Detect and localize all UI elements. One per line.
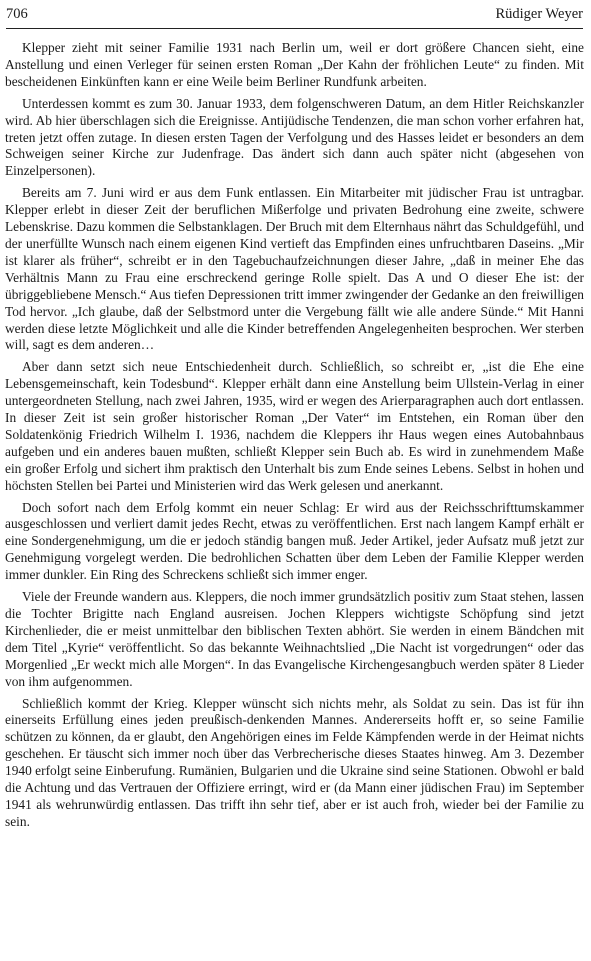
paragraph: Bereits am 7. Juni wird er aus dem Funk entlassen. Ein Mitarbeiter mit jüdischer Frau ist untragbar. Klepper erlebt in dieser Zeit der beruflichen Mißerfolge und privaten Bedrohung eine zweite, schwere Lebenskrise. Dazu kommen die Selbstanklagen. Der Bruch mit dem Elternhaus nährt das Schuldgefühl, und der unerfüllte Wunsch nach einem eigenen Kind vertieft das Empfinden eines unfruchtbaren Daseins. „Mir ist klarer als früher“, schreibt er in den Tagebuchaufzeichnungen dieser Jahre, „daß in meiner Ehe das Verhältnis Mann zu Frau eine erschreckend geringe Rolle spielt. Das A und O dieser Ehe ist: der übriggebliebene Mensch.“ Aus tiefen Depressionen tritt immer zwingender der Gedanke an den freiwilligen Tod hervor. „Ich glaube, daß der Selbstmord unter die Vergebung fällt wie alle andere Sünde.“ Mit Hanni werden diese letzte Möglichkeit und alle die Kinder betreffenden Angelegenheiten besprochen. Wer sterben will, sagt es dem anderen… xyxy=(5,185,584,353)
paragraph: Klepper zieht mit seiner Familie 1931 nach Berlin um, weil er dort größere Chancen sieht, eine Anstellung und einen Verleger für seinen ersten Roman „Der Kahn der fröhlichen Leute“ zu finden. Mit bescheidenen Einkünften kann er eine Weile beim Berliner Rundfunk arbeiten. xyxy=(5,40,584,89)
paragraph: Schließlich kommt der Krieg. Klepper wünscht sich nichts mehr, als Soldat zu sein. Das ist für ihn einerseits Erfüllung eines jeden preußisch-denkenden Mannes. Andererseits hofft er, so seine Familie schützen zu können, da er glaubt, den Angehörigen eines im Felde Kämpfenden werde in der Heimat nichts geschehen. Er täuscht sich immer noch über das Verbrecherische dieses Staates hinweg. Am 3. Dezember 1940 erfolgt seine Einberufung. Rumänien, Bulgarien und die Ukraine sind seine Stationen. Obwohl er bald die Achtung und das Vertrauen der Offiziere erringt, wird er (da Mann einer jüdischen Frau) im September 1941 als wehrunwürdig entlassen. Das trifft ihn sehr tief, aber er ist auch froh, wieder bei der Familie zu sein. xyxy=(5,695,584,829)
paragraph: Aber dann setzt sich neue Entschiedenheit durch. Schließlich, so schreibt er, „ist die Ehe eine Lebensgemeinschaft, kein Todesbund“. Klepper erhält dann eine Anstellung beim Ullstein-Verlag in einer untergeordneten Stellung, nach zwei Jahren, 1935, wird er wegen des Arierparagraphen auch dort entlassen. In dieser Zeit ist sein großer historischer Roman „Der Vater“ im Entstehen, ein Roman über den Soldatenkönig Friedrich Wilhelm I. 1936, nachdem die Kleppers ihr Haus wegen eines Autobahnbaus aufgeben und ein anderes bauen mußten, schließt Klepper sein Buch ab. Es wird in zunehmendem Maße ein großer Erfolg und sichert ihm praktisch den Unterhalt bis zum Ende seines Lebens. Selbst in hohen und höchsten Stellen bei Partei und Ministerien wird das Werk gelesen und anerkannt. xyxy=(5,359,584,493)
paragraph: Viele der Freunde wandern aus. Kleppers, die noch immer grundsätzlich positiv zum Staat stehen, lassen die Tochter Brigitte nach England ausreisen. Jochen Kleppers wichtigste Schöpfung sind jetzt Kirchenlieder, die er meist unmittelbar den biblischen Texten abhört. Sie werden in einem Bändchen mit dem Titel „Kyrie“ veröffentlicht. So das bekannte Weihnachtslied „Die Nacht ist vorgedrungen“ oder das Morgenlied „Er weckt mich alle Morgen“. In das Evangelische Kirchengesangbuch werden später 8 Lieder von ihm aufgenommen. xyxy=(5,589,584,689)
running-head: Rüdiger Weyer xyxy=(495,6,583,22)
paragraph: Unterdessen kommt es zum 30. Januar 1933, dem folgenschweren Datum, an dem Hitler Reichskanzler wird. Ab hier überschlagen sich die Ereignisse. Antijüdische Tendenzen, die man schon vorher erfahren hat, treten jetzt offen zutage. In diesen ersten Tagen der Verfolgung und des Hasses leidet er besonders an dem Schweigen seiner Kirche zur Judenfrage. Das ändert sich dann auch später nicht (abgesehen von Einzelpersonen). xyxy=(5,95,584,179)
page-header xyxy=(6,6,583,29)
body-text xyxy=(5,40,584,836)
paragraph: Doch sofort nach dem Erfolg kommt ein neuer Schlag: Er wird aus der Reichsschrifttumskammer ausgeschlossen und verliert damit jedes Recht, etwas zu veröffentlichen. Erst nach langem Kampf erhält er eine Sondergenehmigung, um die er jedoch ständig bangen muß. Jeder Artikel, jeder Aufsatz muß jetzt zur Genehmigung vorgelegt werden. Die bedrohlichen Schatten über dem Leben der Familie Klepper werden immer dunkler. Ein Ring des Schreckens schließt sich immer enger. xyxy=(5,499,584,583)
page-number: 706 xyxy=(6,6,28,22)
